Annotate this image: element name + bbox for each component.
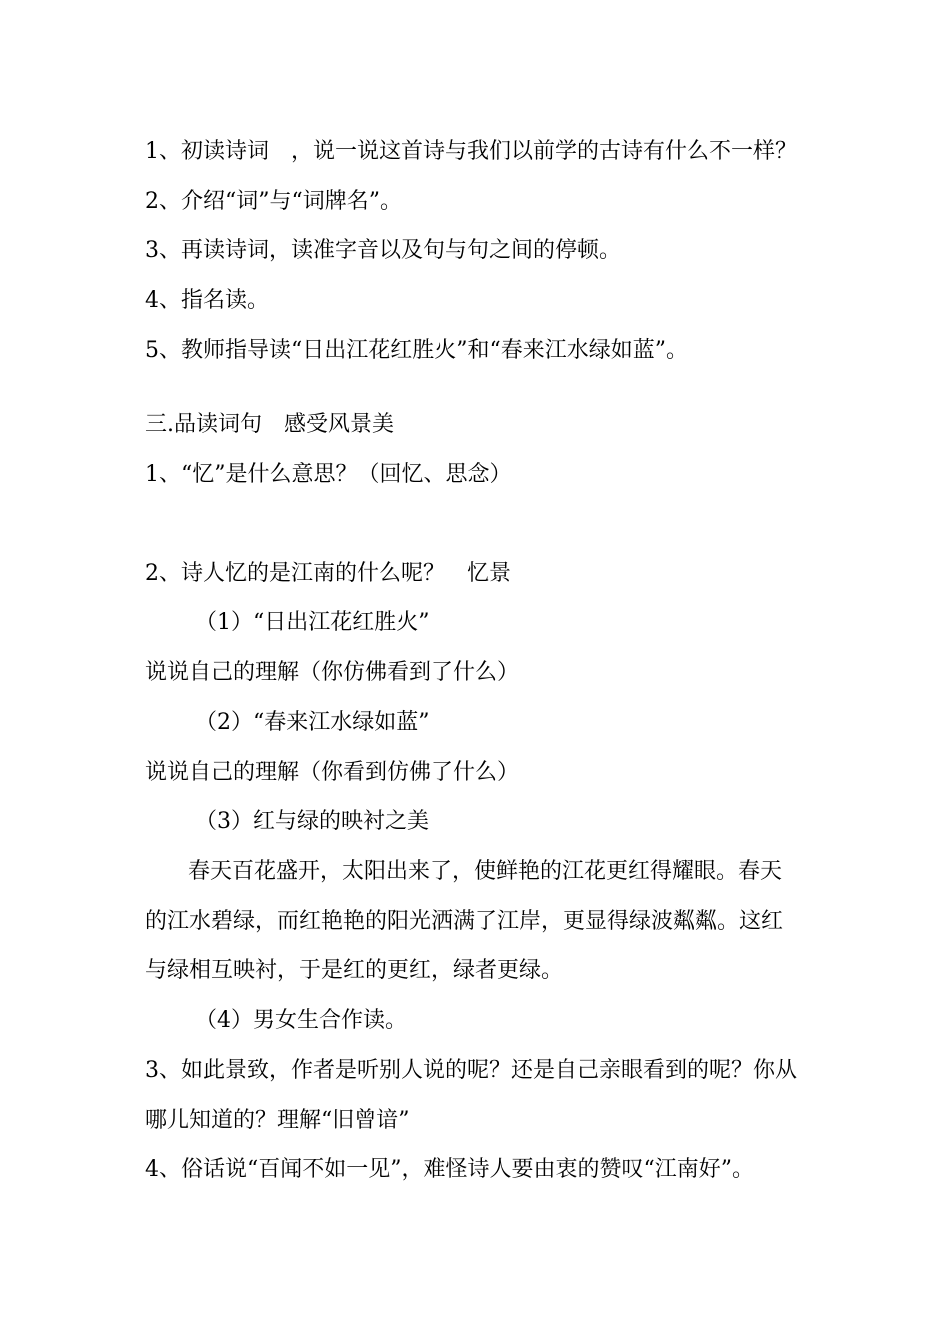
question-2-what-poet-recalls: 2、诗人忆的是江南的什么呢？ 忆景 [145, 561, 511, 586]
question-4: 4、俗话说“百闻不如一见”，难怪诗人要由衷的赞叹“江南好”。 [145, 1157, 754, 1182]
sub-item-3-heading: （3）红与绿的映衬之美 [195, 809, 429, 834]
question-1-meaning-of-yi: 1、“忆”是什么意思？（回忆、思念） [145, 462, 512, 487]
sub-item-2-quote: （2）“春来江水绿如蓝” [195, 710, 430, 735]
sub-item-1-prompt: 说说自己的理解（你仿佛看到了什么） [145, 660, 520, 685]
section-heading-3: 三.品读词句 感受风景美 [145, 412, 394, 437]
question-3-line-1: 3、如此景致，作者是听别人说的呢？还是自己亲眼看到的呢？你从 [145, 1058, 797, 1083]
sub-item-4: （4）男女生合作读。 [195, 1008, 407, 1033]
step-3-reread: 3、再读诗词，读准字音以及句与句之间的停顿。 [145, 238, 621, 263]
sub-item-2-prompt: 说说自己的理解（你看到仿佛了什么） [145, 760, 520, 785]
paragraph-line-3: 与绿相互映衬，于是红的更红，绿者更绿。 [145, 958, 564, 983]
step-2-introduce-ci: 2、介绍“词”与“词牌名”。 [145, 189, 402, 214]
step-5-teacher-guided-reading: 5、教师指导读“日出江花红胜火”和“春来江水绿如蓝”。 [145, 338, 688, 363]
question-3-line-2: 哪儿知道的？理解“旧曾谙” [145, 1108, 410, 1133]
paragraph-line-2: 的江水碧绿，而红艳艳的阳光洒满了江岸，更显得绿波粼粼。这红 [145, 909, 784, 934]
step-1-first-reading: 1、初读诗词 ，说一说这首诗与我们以前学的古诗有什么不一样？ [145, 139, 797, 164]
paragraph-line-1: 春天百花盛开，太阳出来了，使鲜艳的江花更红得耀眼。春天 [188, 859, 783, 884]
sub-item-1-quote: （1）“日出江花红胜火” [195, 610, 430, 635]
step-4-read-by-name: 4、指名读。 [145, 288, 269, 313]
